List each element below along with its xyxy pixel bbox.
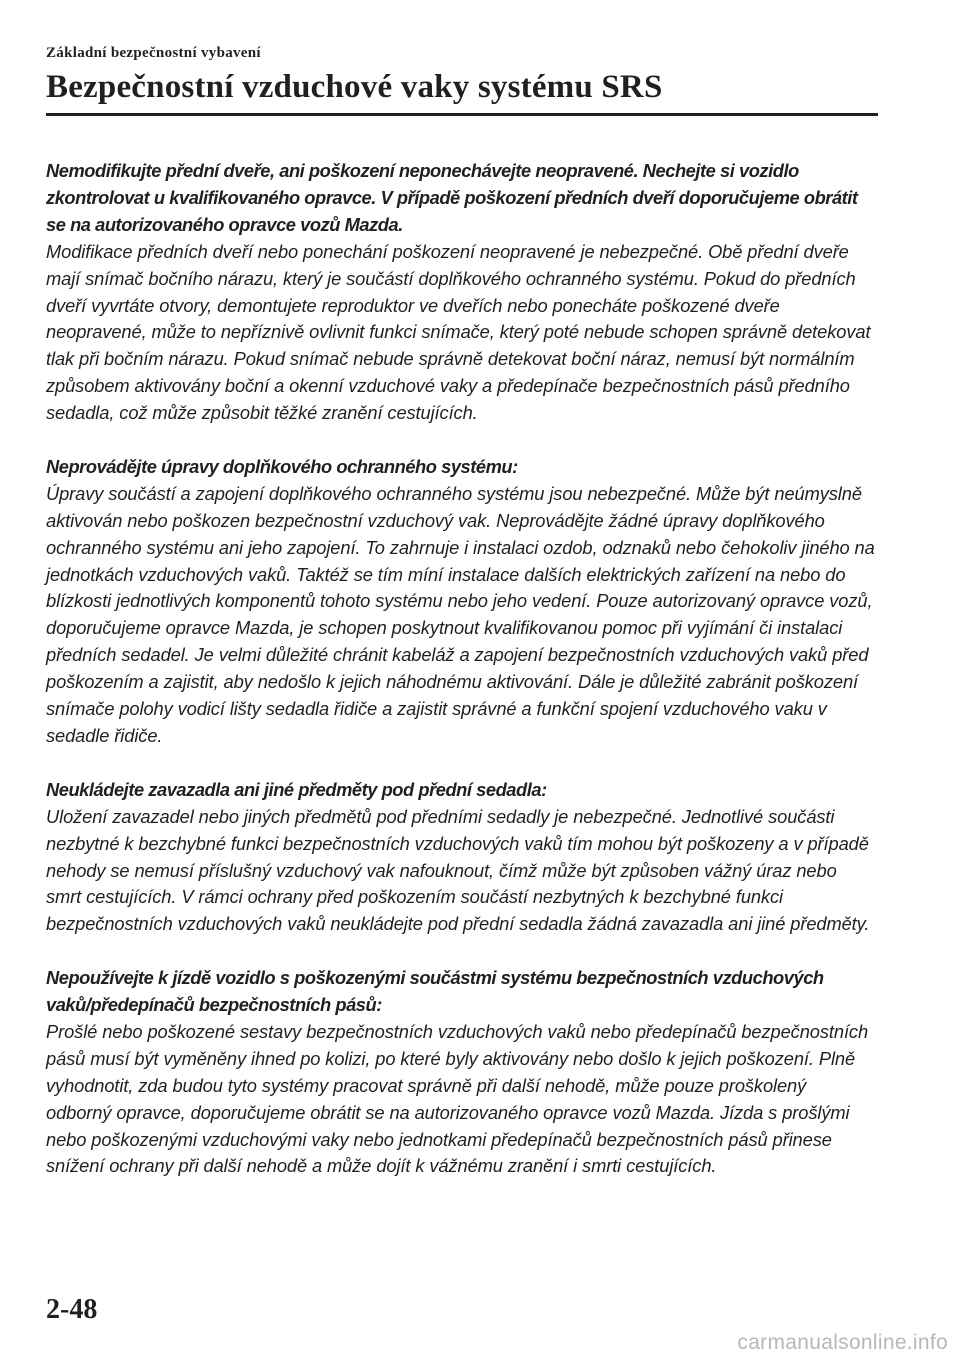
header-divider bbox=[46, 113, 878, 116]
section-label: Základní bezpečnostní vybavení bbox=[46, 45, 261, 61]
warning-block-damaged-components bbox=[46, 965, 876, 1180]
warning-heading: Nemodifikujte přední dveře, ani poškození neponechávejte neopravené. Nechejte si vozidlo zkontrolovat u kvalifikovaného opravce. V případě poškození předních dveří doporučujeme obrátit se na autorizovaného opravce vozů Mazda. bbox=[46, 160, 858, 235]
warning-body: Uložení zavazadel nebo jiných předmětů pod předními sedadly je nebezpečné. Jednotlivé součásti nezbytné k bezchybné funkci bezpečnostních vzduchových vaků tím mohou být poškozeny a v případě nehody se nemusí příslušný vzduchový vak nafouknout, čímž může být způsoben vážný úraz nebo smrt cestujících. V rámci ochrany před poškozením součástí nezbytných k bezchybné funkci bezpečnostních vzduchových vaků neukládejte pod přední sedadla žádná zavazadla ani jiné předměty. bbox=[46, 805, 870, 935]
warning-heading: Neukládejte zavazadla ani jiné předměty pod přední sedadla: bbox=[46, 778, 547, 800]
warning-heading: Neprovádějte úpravy doplňkového ochranného systému: bbox=[46, 455, 518, 477]
warning-body: Modifikace předních dveří nebo ponechání poškození neopravené je nebezpečné. Obě přední dveře mají snímač bočního nárazu, který je součástí doplňkového ochranného systému. Pokud do předních dveří vyvrtáte otvory, demontujete reproduktor ve dveřích nebo ponecháte poškozené dveře neopravené, může to nepříznivě ovlivnit funkci snímače, který poté nebude schopen správně detekovat tlak při bočním nárazu. Pokud snímač nebude správně detekovat boční náraz, nemusí být normálním způsobem aktivovány boční a okenní vzduchové vaky a předepínače bezpečnostních pásů předního sedadla, což může způsobit těžké zranění cestujících. bbox=[46, 240, 871, 424]
watermark: carmanualsonline.info bbox=[737, 1331, 948, 1354]
warning-block-srs-modifications bbox=[46, 454, 876, 750]
warning-body: Prošlé nebo poškozené sestavy bezpečnostních vzduchových vaků nebo předepínačů bezpečnostních pásů musí být vyměněny ihned po kolizi, po které byly aktivovány nebo došlo k jejich poškození. Plně vyhodnotit, zda budou tyto systémy pracovat správně při další nehodě, může pouze proškolený odborný opravce, doporučujeme obrátit se na autorizovaného opravce vozů Mazda. Jízda s prošlými nebo poškozenými vzduchovými vaky nebo jednotkami předepínačů bezpečnostních pásů přinese snížení ochrany při další nehodě a může dojít k vážnému zranění i smrti cestujících. bbox=[46, 1020, 869, 1177]
warning-block-under-seat-items bbox=[46, 777, 876, 938]
chapter-title: Bezpečnostní vzduchové vaky systému SRS bbox=[46, 69, 663, 105]
warning-block-front-doors bbox=[46, 158, 876, 427]
page-header bbox=[46, 44, 878, 116]
page-number: 2-48 bbox=[46, 1294, 98, 1325]
warning-heading: Nepoužívejte k jízdě vozidlo s poškozenými součástmi systému bezpečnostních vzduchových vaků/předepínačů bezpečnostních pásů: bbox=[46, 967, 824, 1016]
warning-body: Úpravy součástí a zapojení doplňkového ochranného systému jsou nebezpečné. Může být neúmyslně aktivován nebo poškozen bezpečnostní vzduchový vak. Neprovádějte žádné úpravy doplňkového ochranného systému ani jeho zapojení. To zahrnuje i instalaci ozdob, odznaků nebo čehokoliv jiného na jednotkách vzduchových vaků. Taktéž se tím míní instalace dalších elektrických zařízení na nebo do blízkosti jednotlivých komponentů tohoto systému nebo jeho vedení. Pouze autorizovaný opravce vozů, doporučujeme opravce Mazda, je schopen poskytnout kvalifikovanou pomoc při vyjímání či instalaci předních sedadel. Je velmi důležité chránit kabeláž a zapojení bezpečnostních vzduchových vaků před poškozením a zajistit, aby nedošlo k jejich náhodnému aktivování. Dále je důležité zabránit poškození snímače polohy vodicí lišty sedadla řidiče a zajistit správné a funkční spojení vzduchového vaku v sedadle řidiče. bbox=[46, 482, 875, 747]
warning-text-body bbox=[46, 158, 876, 1207]
